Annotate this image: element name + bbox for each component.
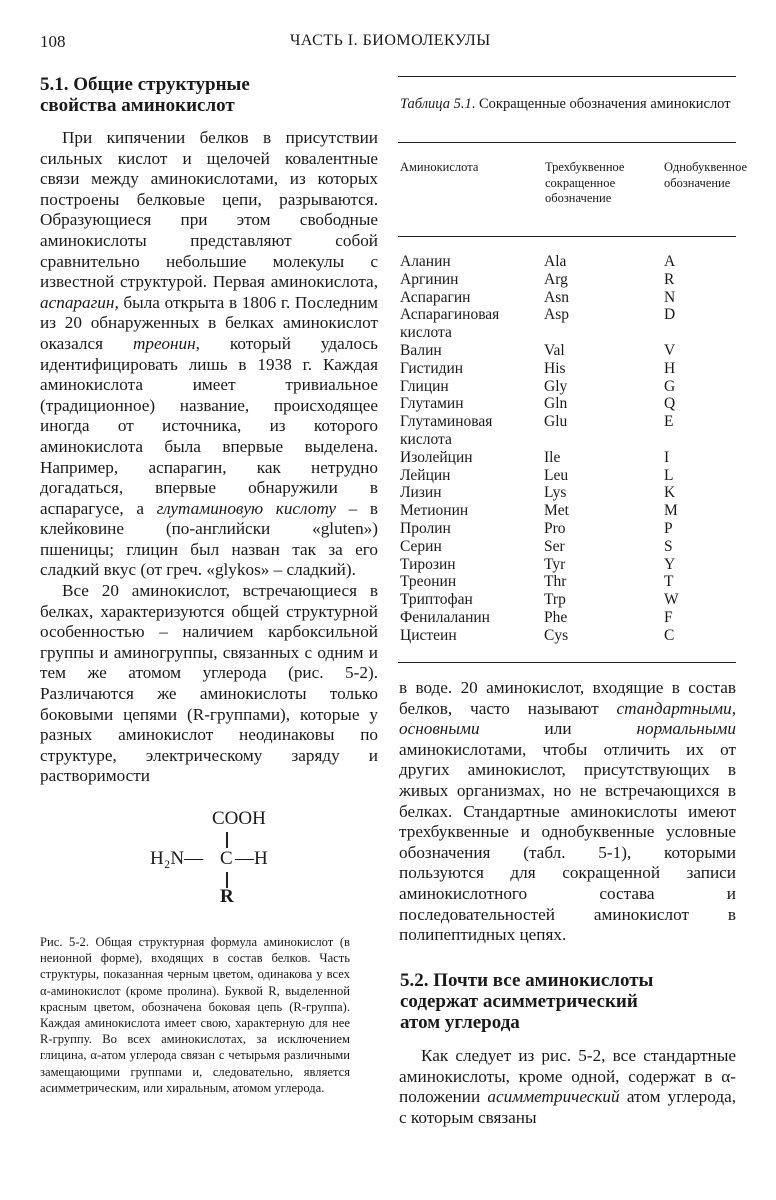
one-letter-code: M: [664, 502, 678, 520]
three-letter-code: Lys: [544, 484, 567, 502]
one-letter-code: C: [664, 626, 675, 644]
one-letter-code: Q: [664, 395, 676, 413]
one-letter-code: K: [664, 484, 676, 502]
three-letter-code: His: [544, 359, 566, 377]
three-letter-code: Leu: [544, 466, 569, 484]
left-column-text: [40, 128, 378, 787]
table-top-rule: [398, 76, 736, 77]
table-header-three-letter: Трехбуквенное сокращенное обозначение: [545, 160, 625, 205]
page-number: 108: [40, 32, 66, 51]
section-heading-line: атом углерода: [400, 1012, 520, 1033]
table-row: [400, 556, 736, 574]
three-letter-code: Arg: [544, 270, 568, 288]
running-title: ЧАСТЬ I. БИОМОЛЕКУЛЫ: [290, 32, 491, 49]
three-letter-code: Thr: [544, 573, 567, 591]
amino-acid-name: Триптофан: [400, 591, 473, 609]
table-row: [400, 591, 736, 609]
three-letter-code: Tyr: [544, 555, 566, 573]
one-letter-code: I: [664, 448, 670, 466]
amino-acid-name: Метионин: [400, 502, 469, 520]
three-letter-code: Pro: [544, 519, 566, 537]
three-letter-code: Ser: [544, 537, 565, 555]
amino-acid-name: Лизин: [400, 484, 442, 502]
table-row: [400, 360, 736, 378]
formula-cooh: COOH: [212, 808, 266, 829]
amino-acid-structural-formula: [150, 808, 290, 908]
formula-bond-top: [226, 832, 228, 848]
paragraph-common-feature: Все 20 аминокислот, встречающиеся в белках, характеризуются общей структурной особенностью – наличием карбоксильной группы и аминогруппы, связанных с одним и тем же атомом углерода (рис. 5-2). Различаются же аминокислоты только боковыми цепями (R-группами), которые у разных аминокислот неодинаковы по структуре, электрическому заряду и растворимости: [40, 581, 378, 786]
one-letter-code: Y: [664, 555, 676, 573]
amino-acid-name: Глутаминовая кислота: [400, 413, 493, 448]
amino-acid-name: Валин: [400, 341, 442, 359]
table-row: [400, 573, 736, 591]
formula-alpha-carbon: C: [220, 848, 233, 869]
table-row: [400, 502, 736, 520]
one-letter-code: P: [664, 519, 673, 537]
amino-acid-name: Глицин: [400, 377, 449, 395]
section-heading-line: 5.1. Общие структурные: [40, 74, 250, 95]
amino-acid-name: Изолейцин: [400, 448, 473, 466]
right-column-text-2: [399, 1046, 736, 1128]
three-letter-code: Ala: [544, 253, 567, 270]
one-letter-code: R: [664, 270, 675, 288]
amino-acid-name: Лейцин: [400, 466, 451, 484]
table-header-amino-acid: Аминокислота: [400, 160, 479, 174]
table-row: [400, 306, 736, 342]
one-letter-code: V: [664, 341, 676, 359]
amino-acid-name: Пролин: [400, 519, 451, 537]
three-letter-code: Glu: [544, 413, 568, 431]
table-row: [400, 271, 736, 289]
amino-acid-name: Аспарагин: [400, 288, 471, 306]
one-letter-code: T: [664, 573, 674, 591]
three-letter-code: Cys: [544, 626, 569, 644]
paragraph-standard-amino-acids: в воде. 20 аминокислот, входящие в состав белков, часто называют стандартными, основными или нормальными аминокислотами, чтобы отличить их от других аминокислот, присутствующих в живых организмах, но не встречающихся в белках. Стандартные аминокислоты имеют трехбуквенные и однобуквенные условные обозначения (табл. 5-1), которыми пользуются для сокращенной записи аминокислотного состава и последовательностей аминокислот в полипептидных цепях.: [399, 678, 736, 945]
amino-acid-name: Фенилаланин: [400, 608, 490, 626]
formula-amino-group: H₂N—: [150, 848, 204, 869]
amino-acid-name: Аргинин: [400, 270, 459, 288]
table-row: [400, 627, 736, 645]
amino-acid-name: Цистеин: [400, 626, 457, 644]
three-letter-code: Trp: [544, 591, 566, 609]
table-row: [400, 449, 736, 467]
amino-acid-name: Аланин: [400, 253, 451, 270]
table-row: [400, 395, 736, 413]
table-row: [400, 253, 736, 271]
one-letter-code: W: [664, 591, 679, 609]
one-letter-code: D: [664, 306, 676, 324]
three-letter-code: Gly: [544, 377, 568, 395]
three-letter-code: Met: [544, 502, 569, 520]
figure-caption: Рис. 5-2. Общая структурная формула аминокислот (в неионной форме), входящих в состав белков. Часть структуры, показанная черным цветом, одинакова у всех α-аминокислот (кроме пролина). Буквой R, выделенной красным цветом, обозначена боковая цепь (R-группа). Каждая аминокислота имеет свою, характерную для нее R-группу. Во всех аминокислотах, за исключением глицина, α-атом углерода связан с четырьмя различными замещающими группами и, следовательно, является асимметрическим, или хиральным, атомом углерода.: [40, 935, 350, 1095]
section-heading-line: содержат асимметрический: [400, 991, 638, 1012]
three-letter-code: Phe: [544, 608, 568, 626]
amino-acid-name: Тирозин: [400, 555, 456, 573]
three-letter-code: Asn: [544, 288, 569, 306]
table-row: [400, 413, 736, 449]
table-row: [400, 378, 736, 396]
section-heading-5-1: [40, 74, 370, 116]
table-row: [400, 520, 736, 538]
table-row: [400, 342, 736, 360]
paragraph-intro: При кипячении белков в присутствии сильных кислот и щелочей ковалентные связи между аминокислотами, из которых построены белковые цепи, разрываются. Образующиеся при этом свободные аминокислоты представляют собой сравнительно небольшие молекулы с известной структурой. Первая аминокислота, аспарагин, была открыта в 1806 г. Последним из 20 обнаруженных в белках аминокислот оказался треонин, который удалось идентифицировать лишь в 1938 г. Каждая аминокислота имеет тривиальное (традиционное) название, происходящее иногда от источника, из которого аминокислота была впервые выделена. Например, аспарагин, как нетрудно догадаться, впервые обнаружили в аспарагусе, а глутаминовую кислоту – в клейковине (по-английски «gluten») пшеницы; глицин был назван так за его сладкий вкус (от греч. «glykos» – сладкий).: [40, 128, 378, 580]
three-letter-code: Gln: [544, 395, 568, 413]
table-bottom-rule: [398, 662, 736, 663]
section-heading-5-2: [400, 970, 736, 1033]
one-letter-code: N: [664, 288, 676, 306]
table-header-one-letter: Однобуквенное обозначение: [664, 160, 748, 190]
three-letter-code: Val: [544, 341, 565, 359]
three-letter-code: Asp: [544, 306, 569, 324]
table-row: [400, 538, 736, 556]
table-header-rule: [398, 236, 736, 237]
one-letter-code: A: [664, 253, 676, 270]
formula-hydrogen: —H: [235, 848, 268, 869]
one-letter-code: S: [664, 537, 673, 555]
formula-r-group: R: [220, 886, 234, 907]
table-caption-rule: [398, 142, 736, 143]
amino-acid-name: Треонин: [400, 573, 457, 591]
table-row: [400, 484, 736, 502]
three-letter-code: Ile: [544, 448, 561, 466]
table-row: [400, 467, 736, 485]
table-row: [400, 289, 736, 307]
one-letter-code: E: [664, 413, 674, 431]
right-column-text: [399, 678, 736, 946]
section-heading-line: 5.2. Почти все аминокислоты: [400, 970, 654, 991]
one-letter-code: L: [664, 466, 674, 484]
table-row: [400, 609, 736, 627]
section-heading-line: свойства аминокислот: [40, 95, 235, 116]
paragraph-asymmetric-carbon: Как следует из рис. 5-2, все стандартные аминокислоты, кроме одной, содержат в α-положении асимметрический атом углерода, с которым связаны: [399, 1046, 737, 1127]
one-letter-code: H: [664, 359, 676, 377]
amino-acid-name: Серин: [400, 537, 442, 555]
one-letter-code: G: [664, 377, 676, 395]
amino-acid-name: Глутамин: [400, 395, 464, 413]
one-letter-code: F: [664, 608, 673, 626]
table-caption: Таблица 5.1. Сокращенные обозначения аминокислот: [400, 96, 731, 112]
amino-acid-name: Аспарагиновая кислота: [400, 306, 500, 342]
amino-acid-name: Гистидин: [400, 359, 464, 377]
amino-acid-table: [400, 253, 736, 645]
